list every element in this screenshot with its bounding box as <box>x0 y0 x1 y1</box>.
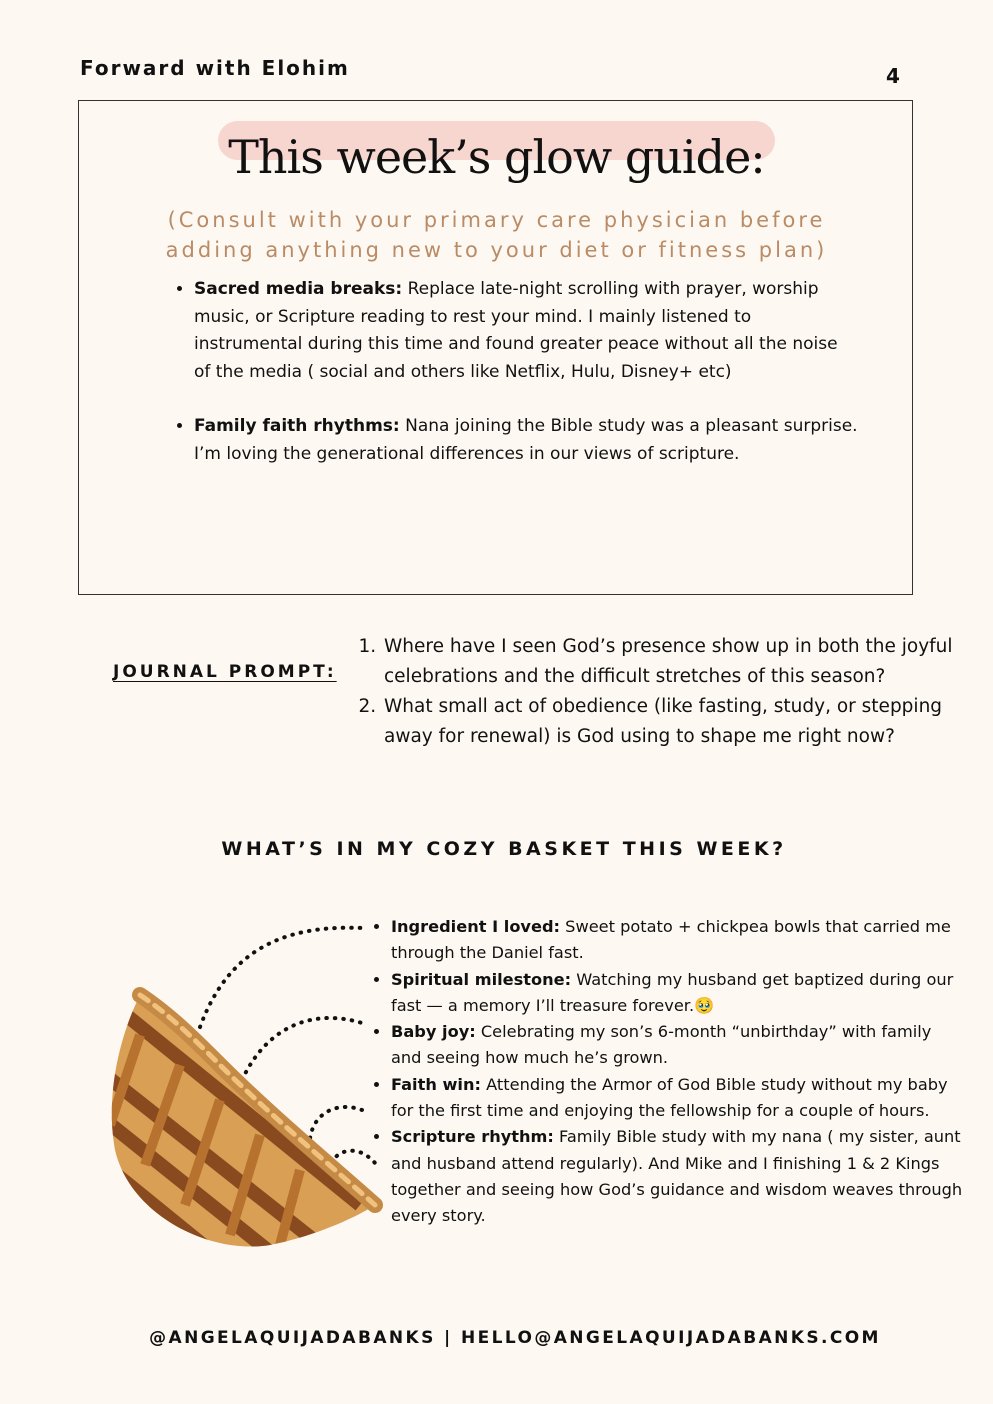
list-item <box>194 276 859 386</box>
list-item: 1. Where have I seen God’s presence show up in both the joyful celebrations and the difficult stretches of this season? <box>382 632 972 692</box>
list-item: 2. What small act of obedience (like fasting, study, or stepping away for renewal) is God using to shape me right now? <box>382 692 972 752</box>
item-text: Nana joining the Bible study was a pleasant surprise. I’m loving the generational differences in our views of scripture. <box>194 416 858 464</box>
item-label: Ingredient I loved: <box>391 917 561 936</box>
cozy-basket-heading: WHAT’S IN MY COZY BASKET THIS WEEK? <box>221 838 787 860</box>
item-text: Celebrating my son’s 6-month “unbirthday” with family and seeing how much he’s grown. <box>391 1022 932 1068</box>
physician-disclaimer: (Consult with your primary care physician before adding anything new to your diet or fitness plan) <box>165 208 828 262</box>
item-text: Attending the Armor of God Bible study without my baby for the first time and enjoying the fellowship for a couple of hours. <box>391 1074 948 1121</box>
item-label: Faith win: <box>391 1074 481 1094</box>
page-number: 4 <box>886 64 900 88</box>
list-item <box>391 967 966 1020</box>
woven-basket-icon <box>100 915 390 1259</box>
contact-footer: @ANGELAQUIJADABANKS | HELLO@ANGELAQUIJADABANKS.COM <box>149 1328 881 1348</box>
item-text: Sweet potato + chickpea bowls that carried me through the Daniel fast. <box>391 917 951 963</box>
journal-prompt-list <box>354 632 972 752</box>
item-text: Replace late-night scrolling with prayer, worship music, or Scripture reading to rest your mind. I mainly listened to instrumental during this time and found greater peace without all the noise of the media ( social and others like Netflix, Hulu, Disney+ etc) <box>194 279 838 382</box>
item-label: Scripture rhythm: <box>391 1127 554 1147</box>
item-label: Sacred media breaks: <box>194 279 403 299</box>
list-item <box>194 413 859 468</box>
item-label: Spiritual milestone: <box>391 969 572 989</box>
document-title: Forward with Elohim <box>80 56 350 80</box>
list-item <box>391 1124 966 1229</box>
item-label: Baby joy: <box>391 1022 476 1042</box>
list-item <box>391 914 966 967</box>
glow-guide-list <box>160 276 859 495</box>
list-item <box>391 1019 966 1072</box>
glow-guide-title: This week’s glow guide: <box>228 130 765 184</box>
item-text: Family Bible study with my nana ( my sister, aunt and husband attend regularly). And Mike and I finishing 1 & 2 Kings together and seeing how God’s guidance and wisdom weaves through every story. <box>391 1127 963 1226</box>
item-label: Family faith rhythms: <box>194 416 400 436</box>
list-item <box>391 1072 966 1125</box>
journal-prompt-label: JOURNAL PROMPT: <box>113 662 337 682</box>
item-text: Watching my husband get baptized during our fast — a memory I’ll treasure forever.🥹 <box>391 969 954 1015</box>
cozy-basket-list <box>356 914 966 1230</box>
